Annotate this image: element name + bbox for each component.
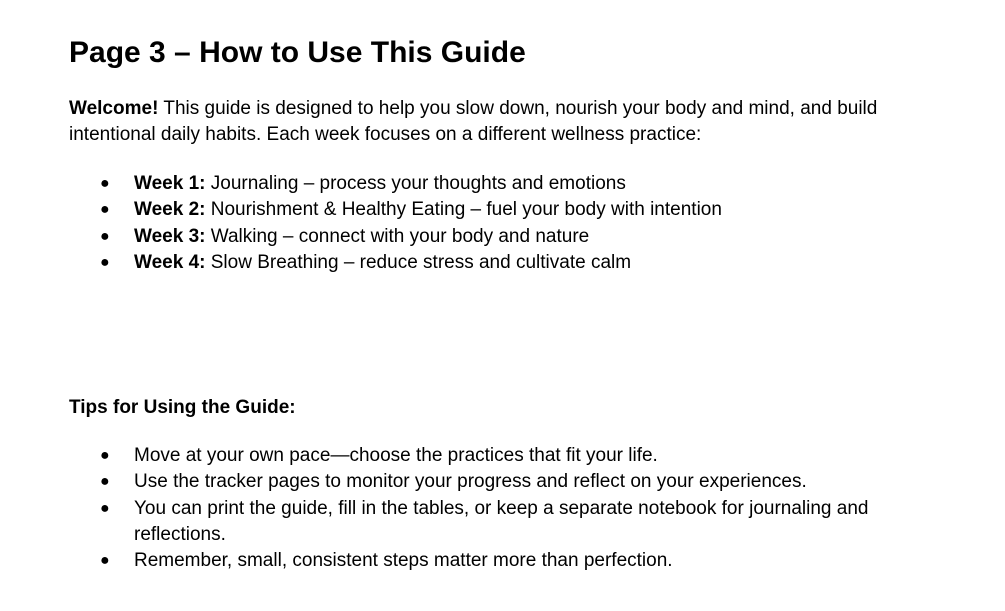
tip-text: Remember, small, consistent steps matter more than perfection. [134,550,673,572]
week-item [69,224,929,250]
weeks-list [69,171,929,276]
page-title: Page 3 – How to Use This Guide [69,36,526,69]
tip-item [69,469,929,495]
tips-heading: Tips for Using the Guide: [69,397,296,418]
tip-text: You can print the guide, fill in the tables, or keep a separate notebook for journaling and reflections. [134,497,869,545]
tip-text: Move at your own pace—choose the practices that fit your life. [134,445,658,466]
bullet-icon: ● [100,227,110,245]
bullet-icon: ● [100,201,110,219]
intro-paragraph [69,96,949,148]
tip-text: Use the tracker pages to monitor your progress and reflect on your experiences. [134,471,807,493]
bullet-icon: ● [100,552,110,570]
bullet-icon: ● [100,499,110,517]
week-label: Week 3: [134,225,206,247]
week-text: Slow Breathing – reduce stress and cultivate calm [205,251,632,273]
bullet-icon: ● [100,175,110,192]
week-text: Journaling – process your thoughts and emotions [205,173,626,194]
tip-item [69,496,929,549]
tip-item [69,548,929,574]
week-item [69,197,929,223]
week-text: Walking – connect with your body and nature [205,225,590,247]
intro-text: This guide is designed to help you slow down, nourish your body and mind, and build intentional daily habits. Each week focuses on a different wellness practice: [69,98,878,145]
week-label: Week 1: [134,173,206,194]
bullet-icon: ● [100,447,110,464]
week-text: Nourishment & Healthy Eating – fuel your body with intention [205,199,722,221]
week-item [69,250,929,276]
week-label: Week 4: [134,251,206,273]
bullet-icon: ● [100,253,110,271]
tips-list [69,443,929,574]
tip-item [69,443,929,469]
week-item [69,171,929,197]
bullet-icon: ● [100,473,110,491]
week-label: Week 2: [134,199,206,221]
intro-lead: Welcome! [69,98,159,119]
